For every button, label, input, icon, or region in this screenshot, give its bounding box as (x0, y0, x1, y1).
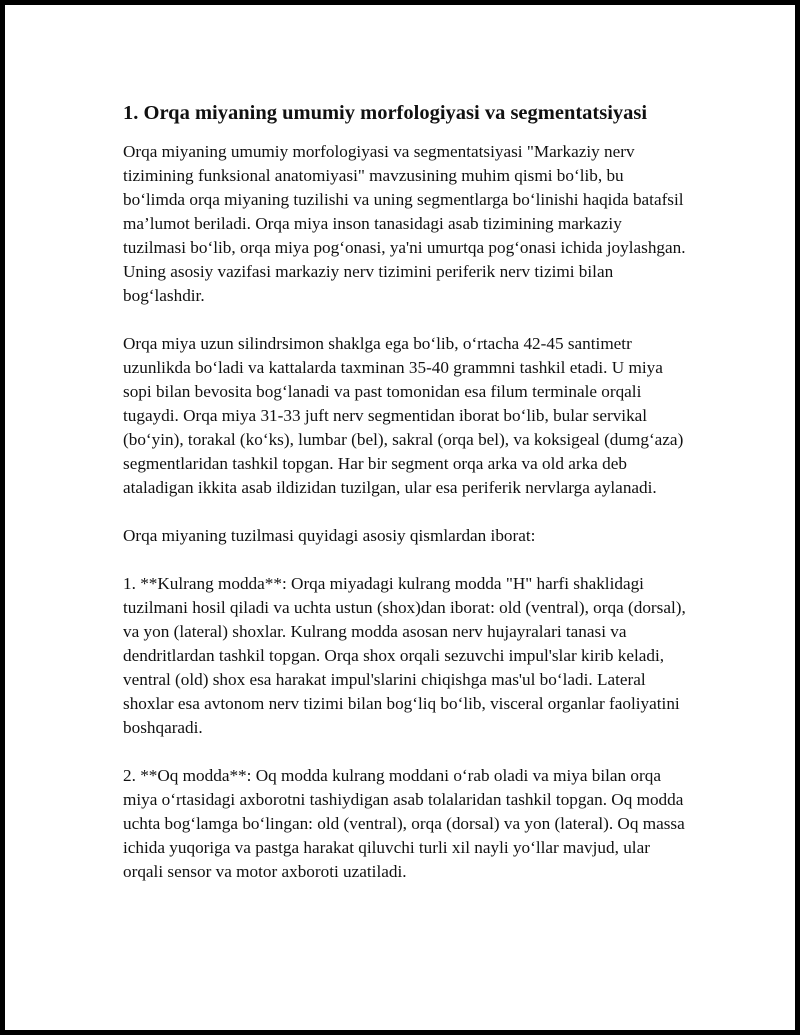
paragraph-white-matter: 2. **Oq modda**: Oq modda kulrang moddani o‘rab oladi va miya bilan orqa miya o‘rtasidagi axborotni tashiydigan asab tolalaridan tashkil topgan. Oq modda uchta bog‘lamga bo‘lingan: old (ventral), orqa (dorsal) va yon (lateral). Oq massa ichida yuqoriga va pastga harakat qiluvchi turli xil nayli yo‘llar mavjud, ular orqali sensor va motor axboroti uzatiladi. (123, 766, 685, 881)
paragraph-grey-matter: 1. **Kulrang modda**: Orqa miyadagi kulrang modda "H" harfi shaklidagi tuzilmani hosil qiladi va uchta ustun (shox)dan iborat: old (ventral), orqa (dorsal), va yon (lateral) shoxlar. Kulrang modda asosan nerv hujayralari tanasi va dendritlardan tashkil topgan. Orqa shox orqali sezuvchi impul'slar kirib keladi, ventral (old) shox esa harakat impul'slarini chiqishga mas'ul bo‘ladi. Lateral shoxlar esa avtonom nerv tizimi bilan bog‘liq bo‘lib, visceral organlar faoliyatini boshqaradi. (123, 574, 686, 737)
paragraph-structure: Orqa miya uzun silindrsimon shaklga ega bo‘lib, o‘rtacha 42-45 santimetr uzunlikda bo‘ladi va kattalarda taxminan 35-40 grammni tashkil etadi. U miya sopi bilan bevosita bog‘lanadi va past tomonidan esa filum terminale orqali tugaydi. Orqa miya 31-33 juft nerv segmentidan iborat bo‘lib, bular servikal (bo‘yin), torakal (ko‘ks), lumbar (bel), sakral (orqa bel), va koksigeal (dumg‘aza) segmentlaridan tashkil topgan. Har bir segment orqa arka va old arka deb ataladigan ikkita asab ildizidan tuzilgan, ular esa periferik nervlarga aylanadi. (123, 334, 684, 497)
document-body (123, 100, 689, 908)
section-title: 1. Orqa miyaning umumiy morfologiyasi va segmentatsiyasi (123, 102, 648, 124)
paragraph-intro: Orqa miyaning umumiy morfologiyasi va segmentatsiyasi "Markaziy nerv tizimining funksional anatomiyasi" mavzusining muhim qismi bo‘lib, bu bo‘limda orqa miyaning tuzilishi va uning segmentlarga bo‘linishi haqida batafsil ma’lumot beriladi. Orqa miya inson tanasidagi asab tizimining markaziy tuzilmasi bo‘lib, orqa miya pog‘onasi, ya'ni umurtqa pog‘onasi ichida joylashgan. Uning asosiy vazifasi markaziy nerv tizimini periferik nerv tizimi bilan bog‘lashdir. (123, 142, 686, 305)
paragraph-parts-intro: Orqa miyaning tuzilmasi quyidagi asosiy qismlardan iborat: (123, 526, 536, 545)
